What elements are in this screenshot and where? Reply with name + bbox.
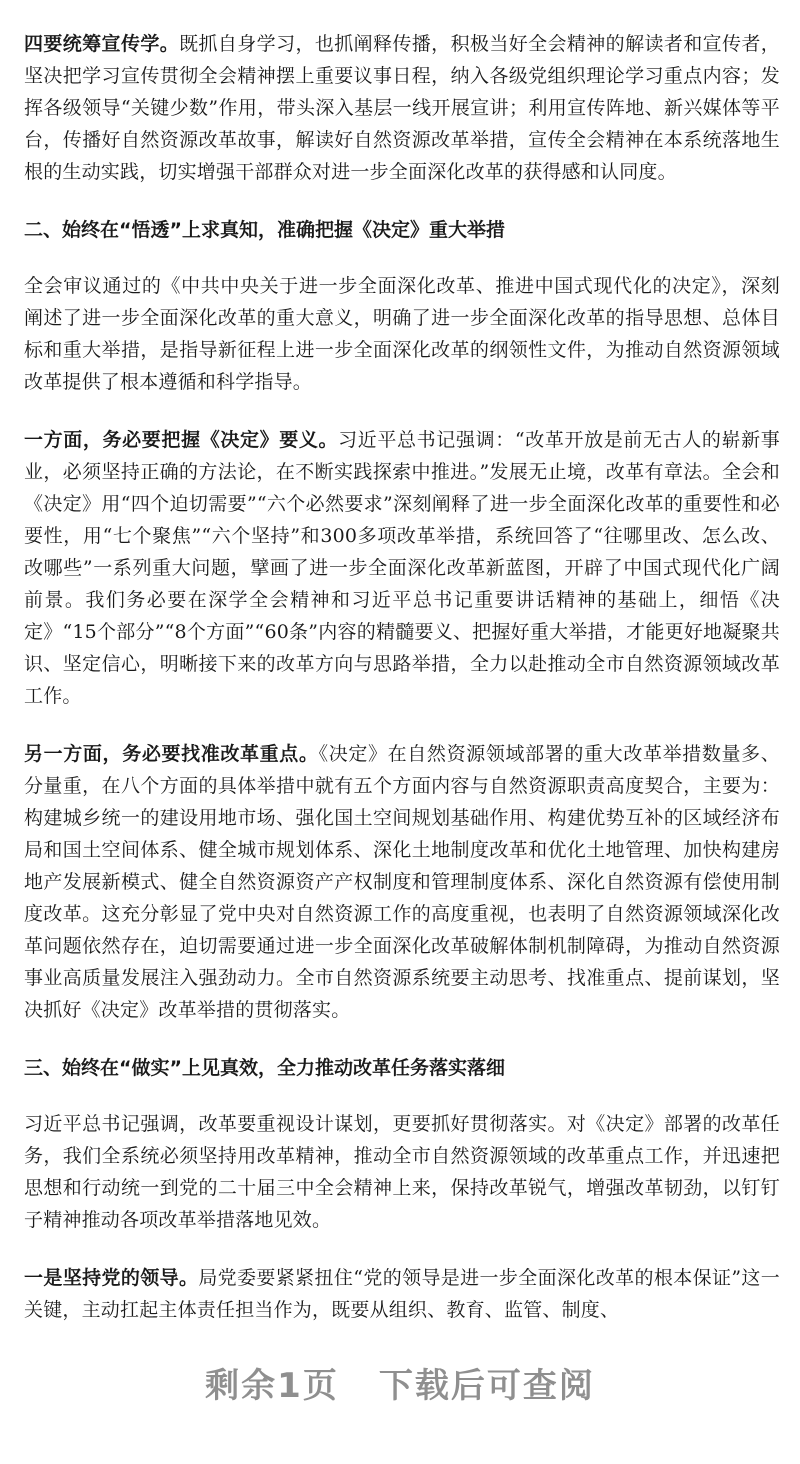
paragraph-text: 《决定》在自然资源领域部署的重大改革举措数量多、分量重，在八个方面的具体举措中就有五个方面内容与自然资源职责高度契合，主要为：构建城乡统一的建设用地市场、强化国土空间规划基础作用、构建优势互补的区域经济布局和国土空间体系、健全城市规划体系、深化土地制度改革和优化土地管理、加快构建房地产发展新模式、健全自然资源资产产权制度和管理制度体系、深化自然资源有偿使用制度改革。这充分彰显了党中央对自然资源工作的高度重视，也表明了自然资源领域深化改革问题依然存在，迫切需要通过进一步全面深化改革破解体制机制障碍，为推动自然资源事业高质量发展注入强劲动力。全市自然资源系统要主动思考、找准重点、提前谋划，坚决抓好《决定》改革举措的贯彻落实。 bbox=[24, 743, 780, 1021]
paragraph-3 bbox=[24, 424, 780, 712]
document-body bbox=[24, 28, 780, 1326]
paragraph-lead: 另一方面，务必要找准改革重点。 bbox=[24, 743, 319, 765]
paragraph-lead: 四要统筹宣传学。 bbox=[24, 33, 180, 55]
paragraph-6 bbox=[24, 1262, 780, 1326]
paragraph-lead: 一是坚持党的领导。 bbox=[24, 1267, 199, 1289]
paragraph-4 bbox=[24, 738, 780, 1026]
section-heading-2: 二、始终在“悟透”上求真知，准确把握《决定》重大举措 bbox=[24, 219, 505, 241]
paragraph-2 bbox=[24, 270, 780, 398]
section-heading-3: 三、始终在“做实”上见真效，全力推动改革任务落实落细 bbox=[24, 1057, 505, 1079]
paragraph-text: 既抓自身学习，也抓阐释传播，积极当好全会精神的解读者和宣传者，坚决把学习宣传贯彻全会精神摆上重要议事日程，纳入各级党组织理论学习重点内容；发挥各级领导“关键少数”作用，带头深入基层一线开展宣讲；利用宣传阵地、新兴媒体等平台，传播好自然资源改革故事，解读好自然资源改革举措，宣传全会精神在本系统落地生根的生动实践，切实增强干部群众对进一步全面深化改革的获得感和认同度。 bbox=[24, 33, 781, 183]
paragraph-text: 习近平总书记强调，改革要重视设计谋划，更要抓好贯彻落实。对《决定》部署的改革任务，我们全系统必须坚持用改革精神，推动全市自然资源领域的改革重点工作，并迅速把思想和行动统一到党的二十届三中全会精神上来，保持改革锐气，增强改革韧劲，以钉钉子精神推动各项改革举措落地见效。 bbox=[24, 1113, 780, 1231]
download-to-view-label: 下载后可查阅 bbox=[378, 1366, 595, 1406]
download-banner[interactable] bbox=[0, 1358, 800, 1407]
paragraph-text: 习近平总书记强调：“改革开放是前无古人的崭新事业，必须坚持正确的方法论，在不断实践探索中推进。”发展无止境，改革有章法。全会和《决定》用“四个迫切需要”“六个必然要求”深刻阐释了进一步全面深化改革的重要性和必要性，用“七个聚焦”“六个坚持”和300多项改革举措，系统回答了“往哪里改、怎么改、改哪些”一系列重大问题，擘画了进一步全面深化改革新蓝图，开辟了中国式现代化广阔前景。我们务必要在深学全会精神和习近平总书记重要讲话精神的基础上，细悟《决定》“15个部分”“8个方面”“60条”内容的精髓要义、把握好重大举措，才能更好地凝聚共识、坚定信心，明晰接下来的改革方向与思路举措，全力以赴推动全市自然资源领域改革工作。 bbox=[24, 429, 780, 707]
remaining-pages-label: 剩余1页 bbox=[205, 1366, 339, 1406]
paragraph-lead: 一方面，务必要把握《决定》要义。 bbox=[24, 429, 339, 451]
paragraph-text: 局党委要紧紧扭住“党的领导是进一步全面深化改革的根本保证”这一关键，主动扛起主体责任担当作为，既要从组织、教育、监管、制度、 bbox=[24, 1267, 780, 1321]
paragraph-text: 全会审议通过的《中共中央关于进一步全面深化改革、推进中国式现代化的决定》，深刻阐述了进一步全面深化改革的重大意义，明确了进一步全面深化改革的指导思想、总体目标和重大举措，是指导新征程上进一步全面深化改革的纲领性文件，为推动自然资源领域改革提供了根本遵循和科学指导。 bbox=[24, 275, 780, 393]
paragraph-5 bbox=[24, 1108, 780, 1236]
paragraph-1 bbox=[24, 28, 780, 188]
